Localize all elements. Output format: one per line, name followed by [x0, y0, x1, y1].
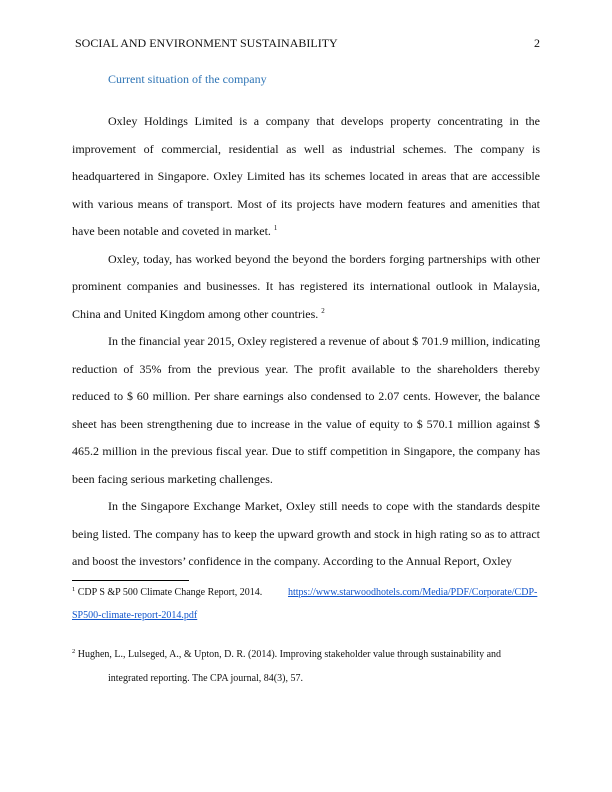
- paragraph: [72, 108, 540, 246]
- paragraph-text: In the Singapore Exchange Market, Oxley still needs to cope with the standards despite being listed. The company has to keep the upward growth and stock in high rating so as to attract and boost the investors’ confidence in the company. According to the Annual Report, Oxley: [72, 499, 540, 568]
- paragraph-text: Oxley, today, has worked beyond the beyond the borders forging partnerships with other prominent companies and businesses. It has registered its international outlook in Malaysia, China and United Kingdom among other countries.: [72, 251, 540, 321]
- footnote-number: 2: [72, 648, 76, 655]
- running-head: SOCIAL AND ENVIRONMENT SUSTAINABILITY: [75, 36, 338, 50]
- footnote-separator: [72, 580, 189, 581]
- footnote-text: CDP S &P 500 Climate Change Report, 2014.: [77, 587, 263, 598]
- paragraph-text: In the financial year 2015, Oxley registered a revenue of about $ 701.9 million, indicating reduction of 35% from the previous year. The profit available to the shareholders thereby reduced to $ 60 million. Per share earnings also condensed to 2.07 cents. However, the balance sheet has been strengthening due to increase in the value of equity to $ 570.1 million against $ 465.2 million in the previous fiscal year. Due to stiff competition in Singapore, the company has been facing serious marketing challenges.: [72, 334, 540, 486]
- paragraph-text: Oxley Holdings Limited is a company that develops property concentrating in the improvement of commercial, residential as well as industrial schemes. The company is headquartered in Singapore. Oxley Limited has its schemes located in areas that are accessible with various means of transport. Most of its projects have modern features and amenities that have been notable and coveted in market.: [72, 114, 540, 238]
- page-number: 2: [534, 36, 540, 50]
- footnote-text-continued: integrated reporting. The CPA journal, 84(3), 57.: [108, 673, 303, 684]
- footnotes: [72, 583, 540, 691]
- paragraph: [72, 328, 540, 493]
- body-text: [72, 108, 540, 576]
- paragraph: [72, 493, 540, 576]
- footnote: [72, 583, 540, 629]
- footnote-text: Hughen, L., Lulseged, A., & Upton, D. R. (2014). Improving stakeholder value through sustainability and: [77, 649, 502, 660]
- footnote-link-continued[interactable]: SP500-climate-report-2014.pdf: [72, 610, 198, 621]
- footnote-ref[interactable]: 2: [321, 306, 325, 315]
- page-header: [75, 36, 540, 51]
- footnote: [72, 643, 540, 691]
- footnote-link[interactable]: https://www.starwoodhotels.com/Media/PDF/Corporate/CDP-: [288, 587, 538, 598]
- paragraph: [72, 246, 540, 329]
- section-heading: Current situation of the company: [108, 72, 267, 86]
- footnote-number: 1: [72, 586, 76, 593]
- footnote-ref[interactable]: 1: [273, 224, 278, 232]
